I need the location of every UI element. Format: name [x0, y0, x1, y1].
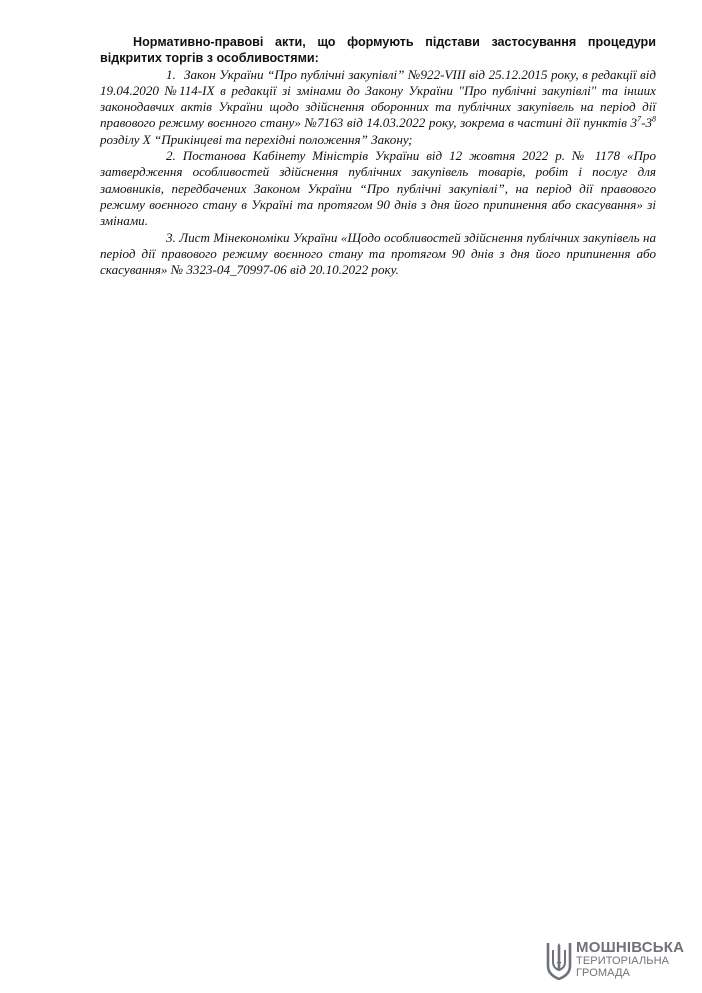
list-item-number: 3.: [166, 229, 176, 245]
superscript-7: 7: [637, 115, 642, 125]
range-dash: -3: [641, 115, 652, 131]
list-item-2: [100, 148, 656, 229]
list-item-1: [100, 67, 656, 148]
logo-subtitle: ТЕРИТОРІАЛЬНА: [576, 955, 670, 967]
logo-subtitle-2: ГРОМАДА: [576, 967, 630, 979]
list-item-text: Закон України “Про публічні закупівлі” №922-VIII від 25.12.2015 року, в редакції від 19.04.2020 №114-IX в редакції зі змінами до Закону України "Про публічні закупівлі" та інших законодавчих актів України щодо здійснення оборонних та публічних закупівель на період дії правового режиму воєнного стану» №7163 від 14.03.2022 року, зокрема в частині дії пунктів 3: [100, 66, 656, 131]
document-heading: Нормативно-правові акти, що формують підстави застосування процедури відкритих торгів з особливостями:: [100, 35, 656, 66]
trident-emblem-icon: [544, 940, 574, 980]
list-item-text: Лист Мінекономіки України «Щодо особливостей здійснення публічних закупівель на період дії правового режиму воєнного стану та протягом 90 днів з дня його припинення або скасування» № 3323-04_70997-06 від 20.10.2022 року.: [100, 229, 656, 278]
list-item-3: [100, 230, 656, 279]
list-item-text: Постанова Кабінету Міністрів України від 12 жовтня 2022 р. № 1178 «Про затвердження особливостей здійснення публічних закупівель товарів, робіт і послуг для замовників, передбачених Законом України “Про публічні закупівлі”, на період дії правового режиму воєнного стану в Україні та протягом 90 днів з дня його припинення або скасування» зі змінами.: [100, 148, 656, 229]
list-item-number: 1.: [166, 66, 176, 82]
logo-title: МОШНІВСЬКА: [576, 939, 685, 956]
document-body: [100, 34, 656, 278]
superscript-8: 8: [652, 115, 656, 125]
logo-text: [576, 940, 684, 979]
list-item-text-end: розділу Х “Прикінцеві та перехідні положення” Закону;: [100, 131, 413, 147]
list-item-number: 2.: [166, 148, 176, 164]
community-logo: [544, 940, 694, 982]
